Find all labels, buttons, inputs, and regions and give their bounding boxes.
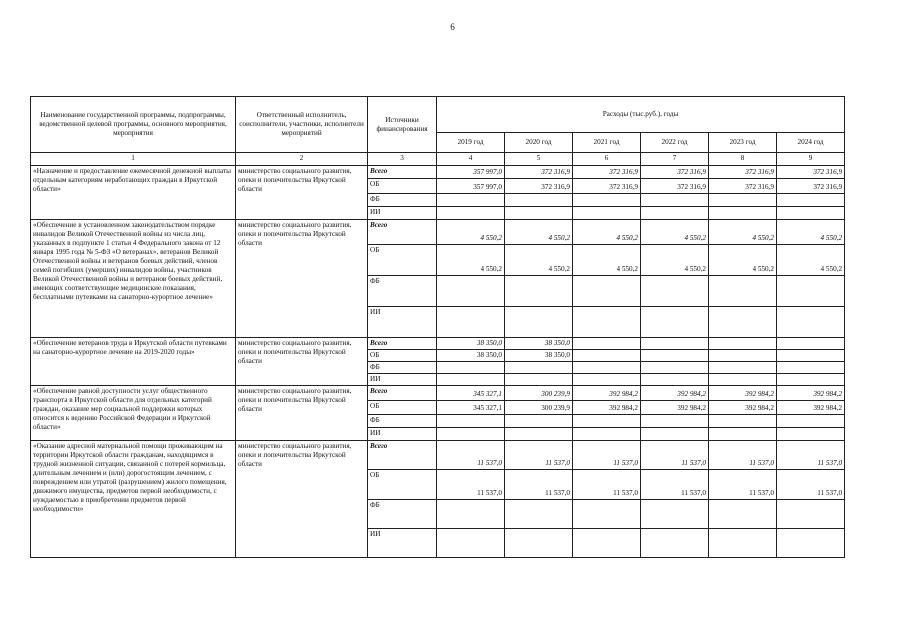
total-value: 4 550,2 [709, 220, 777, 245]
expense-value [709, 362, 777, 374]
expense-value: 392 984,2 [777, 401, 845, 415]
expense-value: 4 550,2 [641, 245, 709, 276]
expense-value [777, 276, 845, 307]
expense-value [437, 415, 505, 428]
expense-value: 38 350,0 [505, 350, 573, 362]
expense-value [505, 194, 573, 207]
expense-value [573, 529, 641, 558]
expense-value [709, 500, 777, 529]
expense-value [777, 428, 845, 441]
expense-value: 4 550,2 [777, 245, 845, 276]
expense-value: 11 537,0 [505, 470, 573, 500]
funding-source: ОБ [368, 401, 437, 415]
expense-value [641, 529, 709, 558]
expense-value [437, 276, 505, 307]
funding-source: ИИ [368, 529, 437, 558]
total-value [641, 338, 709, 350]
expense-value [573, 428, 641, 441]
header-executor: Ответственный исполнитель, соисполнители, участники, исполнители мероприятий [236, 97, 368, 153]
expense-value [573, 276, 641, 307]
expense-value [777, 529, 845, 558]
expense-value [641, 362, 709, 374]
expense-value [573, 415, 641, 428]
funding-source: ФБ [368, 194, 437, 207]
expense-value [437, 362, 505, 374]
funding-source: Всего [368, 386, 437, 401]
budget-table [30, 96, 845, 558]
expense-value [505, 276, 573, 307]
expense-value [709, 194, 777, 207]
table-row [31, 220, 845, 245]
expense-value: 372 316,9 [709, 179, 777, 194]
table-row [31, 338, 845, 350]
expense-value: 372 316,9 [777, 179, 845, 194]
measure-name: «Обеспечение равной доступности услуг общественного транспорта в Иркутской области для отдельных категорий граждан, оказание мер социальной поддержки которых относится к ведению Российской Федерации и Иркутской области» [31, 386, 236, 441]
header-year: 2019 год [437, 133, 505, 153]
total-value: 372 316,9 [777, 166, 845, 179]
expense-value [437, 207, 505, 220]
header-year: 2023 год [709, 133, 777, 153]
expense-value [641, 350, 709, 362]
total-value: 4 550,2 [573, 220, 641, 245]
funding-source: ФБ [368, 500, 437, 529]
column-number: 4 [437, 153, 505, 166]
measure-name: «Назначение и предоставление ежемесячной денежной выплаты отдельным категориям неработающих граждан в Иркутской области» [31, 166, 236, 220]
expense-value [709, 529, 777, 558]
executor: министерство социального развития, опеки и попечительства Иркутской области [236, 441, 368, 558]
funding-source: ФБ [368, 276, 437, 307]
expense-value [709, 307, 777, 338]
total-value: 392 984,2 [641, 386, 709, 401]
total-value: 11 537,0 [437, 441, 505, 470]
total-value: 4 550,2 [437, 220, 505, 245]
expense-value: 11 537,0 [709, 470, 777, 500]
column-number: 1 [31, 153, 236, 166]
expense-value [709, 207, 777, 220]
measure-name: «Обеспечение ветеранов труда в Иркутской области путевками на санаторно-курортное лечение на 2019-2020 годы» [31, 338, 236, 386]
total-value: 392 984,2 [709, 386, 777, 401]
expense-value [505, 374, 573, 386]
expense-value [505, 428, 573, 441]
total-value: 11 537,0 [641, 441, 709, 470]
header-year: 2022 год [641, 133, 709, 153]
header-expenses: Расходы (тыс.руб.), годы [437, 97, 845, 133]
expense-value: 372 316,9 [641, 179, 709, 194]
expense-value [641, 500, 709, 529]
expense-value [573, 362, 641, 374]
total-value: 372 316,9 [709, 166, 777, 179]
funding-source: ОБ [368, 179, 437, 194]
expense-value [505, 415, 573, 428]
executor: министерство социального развития, опеки и попечительства Иркутской области [236, 166, 368, 220]
total-value: 300 239,9 [505, 386, 573, 401]
total-value: 392 984,2 [573, 386, 641, 401]
total-value: 11 537,0 [505, 441, 573, 470]
total-value: 4 550,2 [777, 220, 845, 245]
expense-value: 11 537,0 [573, 470, 641, 500]
funding-source: Всего [368, 166, 437, 179]
total-value [777, 338, 845, 350]
expense-value [437, 307, 505, 338]
expense-value: 4 550,2 [709, 245, 777, 276]
funding-source: Всего [368, 338, 437, 350]
expense-value [641, 207, 709, 220]
measure-name: «Оказание адресной материальной помощи проживающим на территории Иркутской области гражданам, находящимся в трудной жизненной ситуации, связанной с потерей кормильца, длительным лечением и (или) дорогостоящим лечением, с повреждением или утратой (разрушением) жилого помещения, движимого имущества, предметов первой необходимости, с нуждаемостью в приобретении предметов первой необходимости» [31, 441, 236, 558]
expense-value [573, 194, 641, 207]
expense-value: 392 984,2 [573, 401, 641, 415]
expense-value [573, 307, 641, 338]
expense-value: 345 327,1 [437, 401, 505, 415]
column-number: 6 [573, 153, 641, 166]
funding-source: ФБ [368, 362, 437, 374]
expense-value [777, 415, 845, 428]
expense-value [573, 207, 641, 220]
funding-source: ОБ [368, 350, 437, 362]
expense-value: 357 997,0 [437, 179, 505, 194]
expense-value [709, 350, 777, 362]
total-value [573, 338, 641, 350]
funding-source: ИИ [368, 207, 437, 220]
expense-value: 11 537,0 [437, 470, 505, 500]
expense-value [641, 307, 709, 338]
header-year: 2020 год [505, 133, 573, 153]
table-row [31, 386, 845, 401]
measure-name: «Обеспечение в установленном законодательством порядке инвалидов Великой Отечественной войны из числа лиц, указанных в подпункте 1 статьи 4 Федерального закона от 12 января 1995 года № 5-ФЗ «О ветеранах», ветеранов Великой Отечественной войны и ветеранов боевых действий, членов семей погибших (умерших) инвалидов войны, участников Великой Отечественной войны и ветеранов боевых действий, имеющих соответствующие медицинские показания, бесплатными путевками на санаторно-курортное лечение» [31, 220, 236, 338]
expense-value [505, 500, 573, 529]
expense-value: 11 537,0 [777, 470, 845, 500]
expense-value [777, 500, 845, 529]
expense-value [777, 374, 845, 386]
expense-value: 4 550,2 [505, 245, 573, 276]
expense-value: 38 350,0 [437, 350, 505, 362]
total-value: 372 316,9 [505, 166, 573, 179]
header-year: 2021 год [573, 133, 641, 153]
funding-source: ИИ [368, 307, 437, 338]
expense-value [505, 362, 573, 374]
funding-source: ОБ [368, 470, 437, 500]
expense-value [437, 529, 505, 558]
total-value: 4 550,2 [641, 220, 709, 245]
column-number: 3 [368, 153, 437, 166]
table-row [31, 166, 845, 179]
expense-value [709, 428, 777, 441]
column-number: 9 [777, 153, 845, 166]
header-year: 2024 год [777, 133, 845, 153]
total-value: 38 350,0 [505, 338, 573, 350]
expense-value [437, 374, 505, 386]
column-number-row [31, 153, 845, 166]
expense-value [641, 374, 709, 386]
expense-value: 4 550,2 [573, 245, 641, 276]
expense-value [437, 500, 505, 529]
expense-value [641, 415, 709, 428]
funding-source: ОБ [368, 245, 437, 276]
expense-value: 372 316,9 [505, 179, 573, 194]
header-name: Наименование государственной программы, подпрограммы, ведомственной целевой программы, основного мероприятия, мероприятия [31, 97, 236, 153]
expense-value [709, 374, 777, 386]
funding-source: Всего [368, 441, 437, 470]
expense-value [437, 194, 505, 207]
total-value: 357 997,0 [437, 166, 505, 179]
total-value: 372 316,9 [641, 166, 709, 179]
column-number: 7 [641, 153, 709, 166]
column-number: 5 [505, 153, 573, 166]
column-number: 8 [709, 153, 777, 166]
expense-value [709, 415, 777, 428]
expense-value [709, 276, 777, 307]
funding-source: Всего [368, 220, 437, 245]
expense-value [505, 307, 573, 338]
total-value: 38 350,0 [437, 338, 505, 350]
total-value: 11 537,0 [573, 441, 641, 470]
expense-value: 4 550,2 [437, 245, 505, 276]
total-value: 11 537,0 [777, 441, 845, 470]
expense-value [573, 350, 641, 362]
total-value: 11 537,0 [709, 441, 777, 470]
expense-value [505, 529, 573, 558]
expense-value [777, 362, 845, 374]
expense-value [437, 428, 505, 441]
expense-value [777, 207, 845, 220]
total-value: 345 327,1 [437, 386, 505, 401]
funding-source: ИИ [368, 428, 437, 441]
funding-source: ФБ [368, 415, 437, 428]
expense-value: 372 316,9 [573, 179, 641, 194]
expense-value [777, 307, 845, 338]
total-value: 372 316,9 [573, 166, 641, 179]
table-row [31, 441, 845, 470]
expense-value [573, 500, 641, 529]
executor: министерство социального развития, опеки и попечительства Иркутской области [236, 338, 368, 386]
column-number: 2 [236, 153, 368, 166]
executor: министерство социального развития, опеки и попечительства Иркутской области [236, 220, 368, 338]
expense-value: 392 984,2 [709, 401, 777, 415]
expense-value [505, 207, 573, 220]
expense-value [641, 428, 709, 441]
executor: министерство социального развития, опеки и попечительства Иркутской области [236, 386, 368, 441]
expense-value: 300 239,9 [505, 401, 573, 415]
expense-value [641, 276, 709, 307]
expense-value [641, 194, 709, 207]
header-source: Источники финансирования [368, 97, 437, 153]
expense-value [777, 194, 845, 207]
funding-source: ИИ [368, 374, 437, 386]
expense-value [573, 374, 641, 386]
expense-value: 392 984,2 [641, 401, 709, 415]
total-value: 392 984,2 [777, 386, 845, 401]
expense-value [777, 350, 845, 362]
total-value: 4 550,2 [505, 220, 573, 245]
total-value [709, 338, 777, 350]
expense-value: 11 537,0 [641, 470, 709, 500]
page-number: 6 [450, 22, 455, 32]
